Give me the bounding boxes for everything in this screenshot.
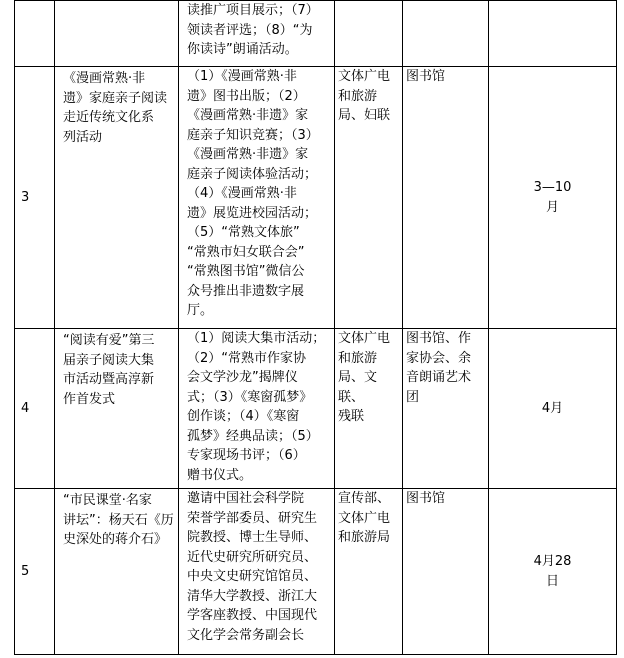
table-row bbox=[15, 329, 617, 489]
activity-content: 读推广项目展示；（7） 领读者评选；（8）“为 你读诗”朗诵活动。 bbox=[179, 1, 335, 67]
activity-date: 3—10 月 bbox=[489, 67, 617, 329]
row-number: 5 bbox=[15, 489, 55, 655]
assisting-organizer: 图书馆 bbox=[403, 67, 489, 329]
lead-organizer: 宣传部、 文体广电 和旅游局 bbox=[335, 489, 403, 655]
activity-table bbox=[14, 0, 617, 655]
assisting-organizer: 图书馆 bbox=[403, 489, 489, 655]
row-number bbox=[15, 1, 55, 67]
table-row bbox=[15, 67, 617, 329]
activity-content: 邀请中国社会科学院 荣誉学部委员、研究生 院教授、博士生导师、 近代史研究所研究员、 中央文史研究馆馆员、 清华大学教授、浙江大 学客座教授、中国现代 文化学会常务副会长 bbox=[179, 489, 335, 655]
activity-date: 4月28 日 bbox=[489, 489, 617, 655]
assisting-organizer bbox=[403, 1, 489, 67]
activity-title bbox=[55, 1, 179, 67]
row-number: 3 bbox=[15, 67, 55, 329]
activity-date: 4月 bbox=[489, 329, 617, 489]
activity-content: （1）阅读大集市活动； （2）“常熟市作家协 会文学沙龙”揭牌仪 式；（3）《寒窗孤梦》 创作谈；（4）《寒窗 孤梦》经典品读；（5） 专家现场书评；（6） 赠书仪式。 bbox=[179, 329, 335, 489]
row-number: 4 bbox=[15, 329, 55, 489]
activity-title: “阅读有爱”第三 届亲子阅读大集 市活动暨高淳新 作首发式 bbox=[55, 329, 179, 489]
lead-organizer: 文体广电 和旅游 局、妇联 bbox=[335, 67, 403, 329]
activity-content: （1）《漫画常熟·非 遗》图书出版；（2） 《漫画常熟·非遗》家 庭亲子知识竞赛；（3） 《漫画常熟·非遗》家 庭亲子阅读体验活动； （4）《漫画常熟·非 遗》展览进校园活动； （5）“常熟文体旅” “常熟市妇女联合会” “常熟图书馆”微信公 众号推出非遗数字展 厅。 bbox=[179, 67, 335, 329]
table-row bbox=[15, 1, 617, 67]
assisting-organizer: 图书馆、作 家协会、余 音朗诵艺术 团 bbox=[403, 329, 489, 489]
lead-organizer bbox=[335, 1, 403, 67]
lead-organizer: 文体广电 和旅游 局、文联、 残联 bbox=[335, 329, 403, 489]
activity-title: “市民课堂·名家 讲坛”：杨天石《历 史深处的蒋介石》 bbox=[55, 489, 179, 655]
activity-title: 《漫画常熟·非 遗》家庭亲子阅读 走近传统文化系 列活动 bbox=[55, 67, 179, 329]
table-row bbox=[15, 489, 617, 655]
activity-date bbox=[489, 1, 617, 67]
